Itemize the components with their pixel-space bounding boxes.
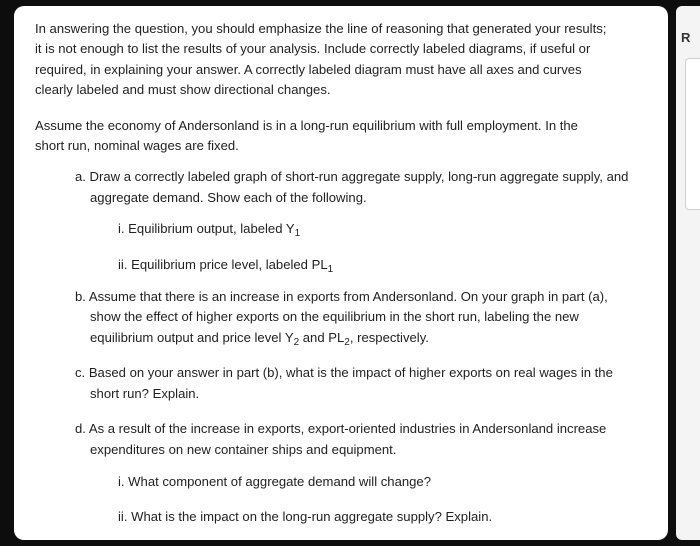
instructions-line: it is not enough to list the results of your analysis. Include correctly labeled diagrams, if useful or [35, 41, 591, 57]
part-d-prompt [75, 419, 650, 460]
part-a-prompt [75, 167, 650, 208]
part-d-line: d. As a result of the increase in exports, export-oriented industries in Andersonland increase [75, 421, 607, 437]
part-a-i-text: i. Equilibrium output, labeled Y [118, 221, 295, 237]
scenario-paragraph [35, 116, 650, 157]
part-d-i-prompt: i. What component of aggregate demand will change? [118, 473, 431, 489]
scenario-line: short run, nominal wages are fixed. [35, 138, 239, 154]
part-a-line: a. Draw a correctly labeled graph of short-run aggregate supply, long-run aggregate supply, and [75, 169, 629, 185]
part-d-ii-prompt: ii. What is the impact on the long-run aggregate supply? Explain. [118, 509, 493, 525]
instructions-line: In answering the question, you should emphasize the line of reasoning that generated your results; [35, 21, 607, 36]
part-a-i-prompt [118, 219, 650, 239]
part-b-line: equilibrium output and price level Y [90, 329, 294, 345]
part-b-subscript: 2 [293, 336, 300, 348]
part-b-line: , respectively. [349, 329, 429, 345]
part-a-line: aggregate demand. Show each of the following. [90, 189, 367, 205]
scenario-line: Assume the economy of Andersonland is in a long-run equilibrium with full employment. In the [35, 117, 578, 133]
part-a-ii-text: ii. Equilibrium price level, labeled PL [118, 256, 328, 272]
part-b-prompt [75, 287, 650, 348]
part-a-ii-subscript: 1 [327, 263, 334, 275]
part-b-subscript: 2 [344, 336, 350, 348]
part-b-line: b. Assume that there is an increase in exports from Andersonland. On your graph in part (a), [75, 289, 608, 305]
instructions-line: clearly labeled and must show directional changes. [35, 82, 331, 98]
adjacent-page-panel [685, 58, 700, 210]
part-b-line: show the effect of higher exports on the equilibrium in the short run, labeling the new [90, 309, 579, 325]
part-b-line: and PL [299, 329, 345, 345]
instructions-line: required, in explaining your answer. A correctly labeled diagram must have all axes and curves [35, 61, 582, 77]
instructions-paragraph [35, 19, 650, 101]
part-c-line: short run? Explain. [90, 385, 200, 401]
part-a-i-subscript: 1 [294, 228, 301, 240]
adjacent-page-letter: R [681, 30, 691, 45]
part-d-line: expenditures on new container ships and equipment. [90, 441, 397, 457]
part-a-ii-prompt [118, 255, 650, 275]
part-c-prompt [75, 363, 650, 404]
question-card [14, 6, 668, 540]
part-c-line: c. Based on your answer in part (b), what is the impact of higher exports on real wages in the [75, 365, 613, 381]
adjacent-page-edge [676, 6, 700, 540]
